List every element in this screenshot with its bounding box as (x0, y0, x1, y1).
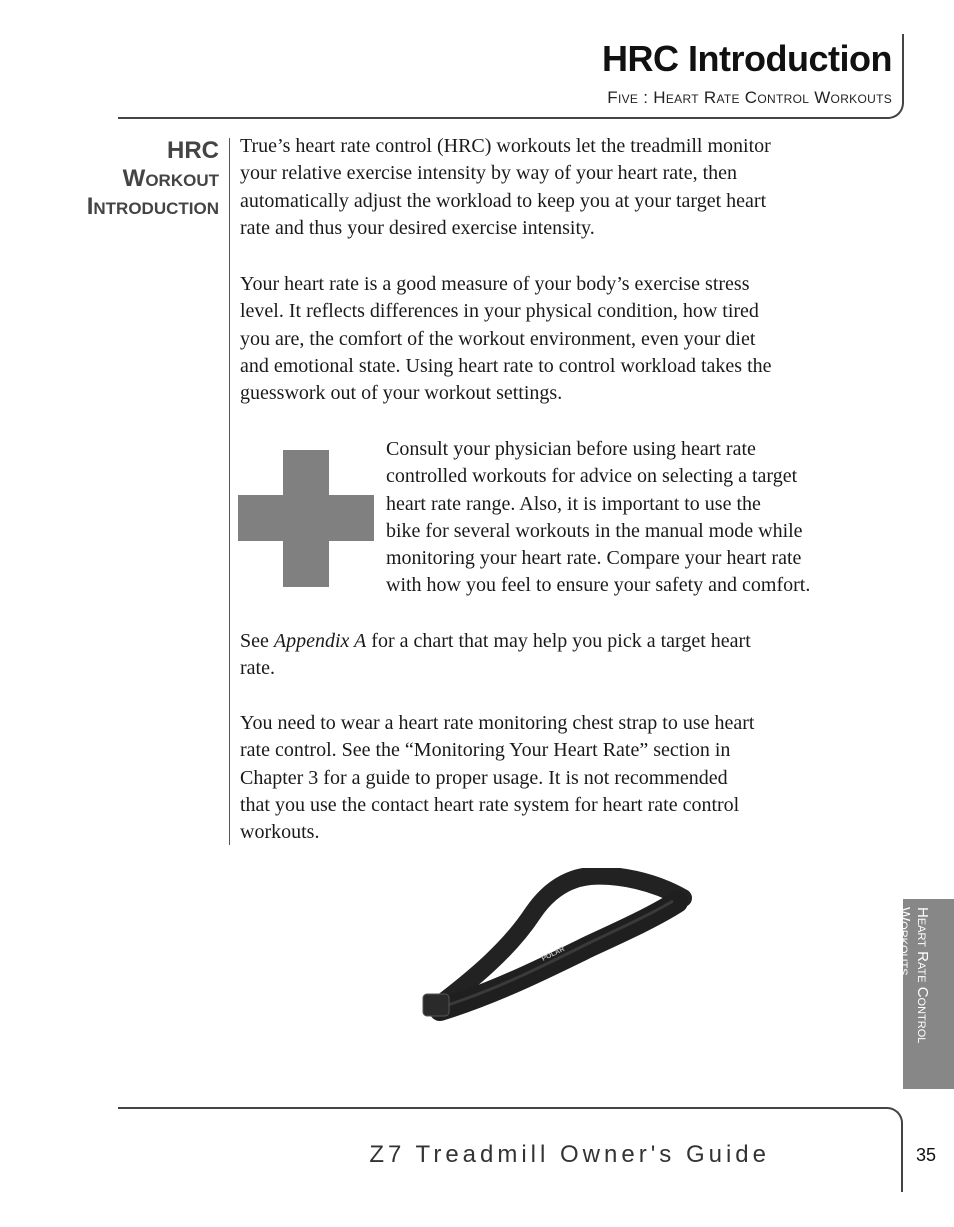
section-divider (229, 138, 230, 845)
caution-line: Consult your physician before using heart rate (386, 438, 756, 460)
paragraph-line: workouts. (240, 821, 320, 844)
footer-vertical-rule (901, 1124, 903, 1192)
paragraph-line: Your heart rate is a good measure of your body’s exercise stress (240, 273, 750, 295)
paragraph-line: level. It reflects differences in your physical condition, how tired (240, 300, 759, 323)
paragraph-appendix-reference (240, 628, 890, 683)
medical-cross-icon (238, 450, 374, 587)
appendix-a-reference: Appendix A (273, 630, 367, 652)
section-heading (87, 137, 219, 221)
footer-rule-corner (883, 1107, 903, 1127)
side-tab-line-2: Workouts (896, 907, 913, 976)
page-number: 35 (916, 1145, 937, 1165)
paragraph-line: True’s heart rate control (HRC) workouts let the treadmill monitor (240, 135, 771, 157)
see-text: See (240, 630, 274, 652)
strap-buckle (423, 994, 449, 1016)
paragraph-intro (240, 133, 890, 242)
paragraph-chest-strap (240, 710, 890, 846)
chapter-subtitle: Five : Heart Rate Control Workouts (607, 88, 892, 107)
paragraph-line: and emotional state. Using heart rate to control workload takes the (240, 354, 772, 377)
section-heading-line-1: HRC (167, 137, 219, 164)
strap-logo: POLAR (540, 945, 566, 963)
caution-line: bike for several workouts in the manual mode while (386, 519, 803, 542)
side-tab-line-1: Heart Rate Control (914, 907, 931, 1044)
caution-note (386, 436, 896, 600)
cross-horizontal-bar (238, 495, 374, 541)
header-vertical-rule (902, 34, 904, 104)
paragraph-line: you are, the comfort of the workout environment, even your diet (240, 327, 756, 350)
footer-horizontal-rule (118, 1107, 883, 1109)
paragraph-line: your relative exercise intensity by way of your heart rate, then (240, 162, 738, 185)
caution-line: controlled workouts for advice on selecting a target (386, 465, 798, 488)
caution-line: with how you feel to ensure your safety and comfort. (386, 574, 811, 597)
caution-line: monitoring your heart rate. Compare your heart rate (386, 547, 802, 570)
paragraph-line: You need to wear a heart rate monitoring chest strap to use heart (240, 712, 755, 734)
side-tab-label (895, 907, 931, 1043)
paragraph-line: guesswork out of your workout settings. (240, 382, 563, 405)
header-horizontal-rule (118, 117, 888, 119)
appendix-text: for a chart that may help you pick a target heart (366, 630, 751, 652)
paragraph-line: rate control. See the “Monitoring Your Heart Rate” section in (240, 739, 731, 762)
caution-line: heart rate range. Also, it is important to use the (386, 492, 761, 515)
paragraph-line: rate and thus your desired exercise intensity. (240, 216, 595, 239)
footer-guide-title: Z7 Treadmill Owner's Guide (369, 1141, 770, 1168)
paragraph-line: rate. (240, 657, 275, 680)
page-title: HRC Introduction (602, 38, 892, 79)
chapter-side-tab (896, 899, 954, 1089)
paragraph-line: that you use the contact heart rate system for heart rate control (240, 793, 740, 816)
chest-strap-image (415, 868, 695, 1028)
paragraph-line: automatically adjust the workload to keep you at your target heart (240, 189, 767, 212)
paragraph-line: Chapter 3 for a guide to proper usage. It is not recommended (240, 766, 728, 789)
section-heading-line-3: Introduction (86, 193, 219, 220)
section-heading-line-2: Workout (122, 165, 219, 192)
paragraph-heart-rate-measure (240, 271, 890, 407)
paragraph-line (240, 628, 890, 655)
